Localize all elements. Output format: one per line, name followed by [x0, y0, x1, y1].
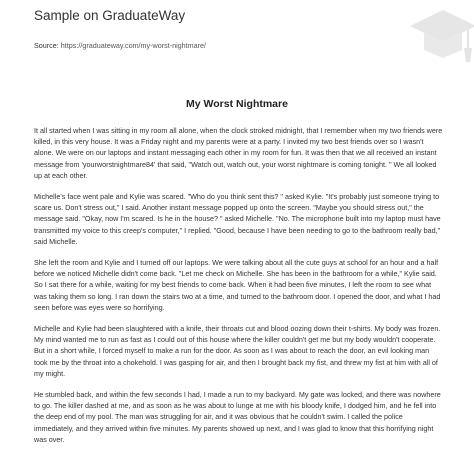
source-url-link[interactable]: https://graduateway.com/my-worst-nightmare/	[60, 41, 207, 50]
source-line	[34, 41, 206, 50]
graduation-cap-icon	[408, 6, 474, 66]
paragraph-3: She left the room and Kylie and I turned off our laptops. We were talking about all the cute guys at school for an hour and a half before we noticed Michelle didn't come back. "Let me check on Michelle. She has been in the bathroom for a while," Kylie said. So I sat there for a while, waiting for my best friends to come back. When it had been five minutes, I left the room to see what was taking them so long. I ran down the stairs two at a time, and turned to the bathroom door. I opened the door, and what I had seen before was eyes were so horrifying.	[34, 258, 441, 312]
paragraph-5: He stumbled back, and within the few seconds I had, I made a run to my backyard. My gate was locked, and there was nowhere to go. The killer dashed at me, and as soon as he was about to lunge at me with his bloody knife, I dodged him, and he fell into the deep end of my pool. The man was struggling for air, and it was obvious that he couldn't swim. I called the police immediately, and they arrived within five minutes. My parents showed up next, and I was glad to know that this horrifying night was over.	[34, 390, 441, 444]
source-label: Source:	[34, 41, 59, 50]
document-title: My Worst Nightmare	[186, 98, 288, 110]
paragraph-1: It all started when I was sitting in my room all alone, when the clock stroked midnight, that I remember when my two friends were killed, in this very house. It was a Friday night and my parents were at a party. I invited my two best friends over so I wasn't alone. We were on our laptops and instant messaging each other in my room for fun. It was then that we all received an instant message from 'yourworstnightmare84' that said, "Watch out, watch out, your worst nightmare is coming tonight. " We all looked up at each other.	[34, 126, 443, 180]
document-body	[34, 125, 444, 455]
paragraph-4: Michelle and Kylie had been slaughtered with a knife, their throats cut and blood oozing down their t-shirts. My body was frozen. My mind wanted me to run as fast as I could out of this house where the killer couldn't get me but my body wouldn't cooperate. But in a short while, I forced myself to make a run for the door. As soon as I was about to reach the door, an evil looking man took me by the throat into a chokehold. I was gasping for air, and then I brought back my fist, and threw my fist at him with all of my might.	[34, 324, 441, 378]
paragraph-2: Michelle's face went pale and Kylie was scared. "Who do you think sent this? " asked Kylie. "It's probably just someone trying to scare us. Don't stress out," I said. Another instant message popped up onto the screen. "Maybe you should stress out," the message said. "Okay, now I'm scared. Is he in the house? " asked Michelle. "No. The microphone built into my laptop must have transmitted my voice to this creep's computer," I replied. "Good, because I have been needing to go to the bathroom really bad," said Michelle.	[34, 192, 441, 246]
header	[34, 0, 474, 88]
site-title: Sample on GraduateWay	[34, 8, 186, 23]
